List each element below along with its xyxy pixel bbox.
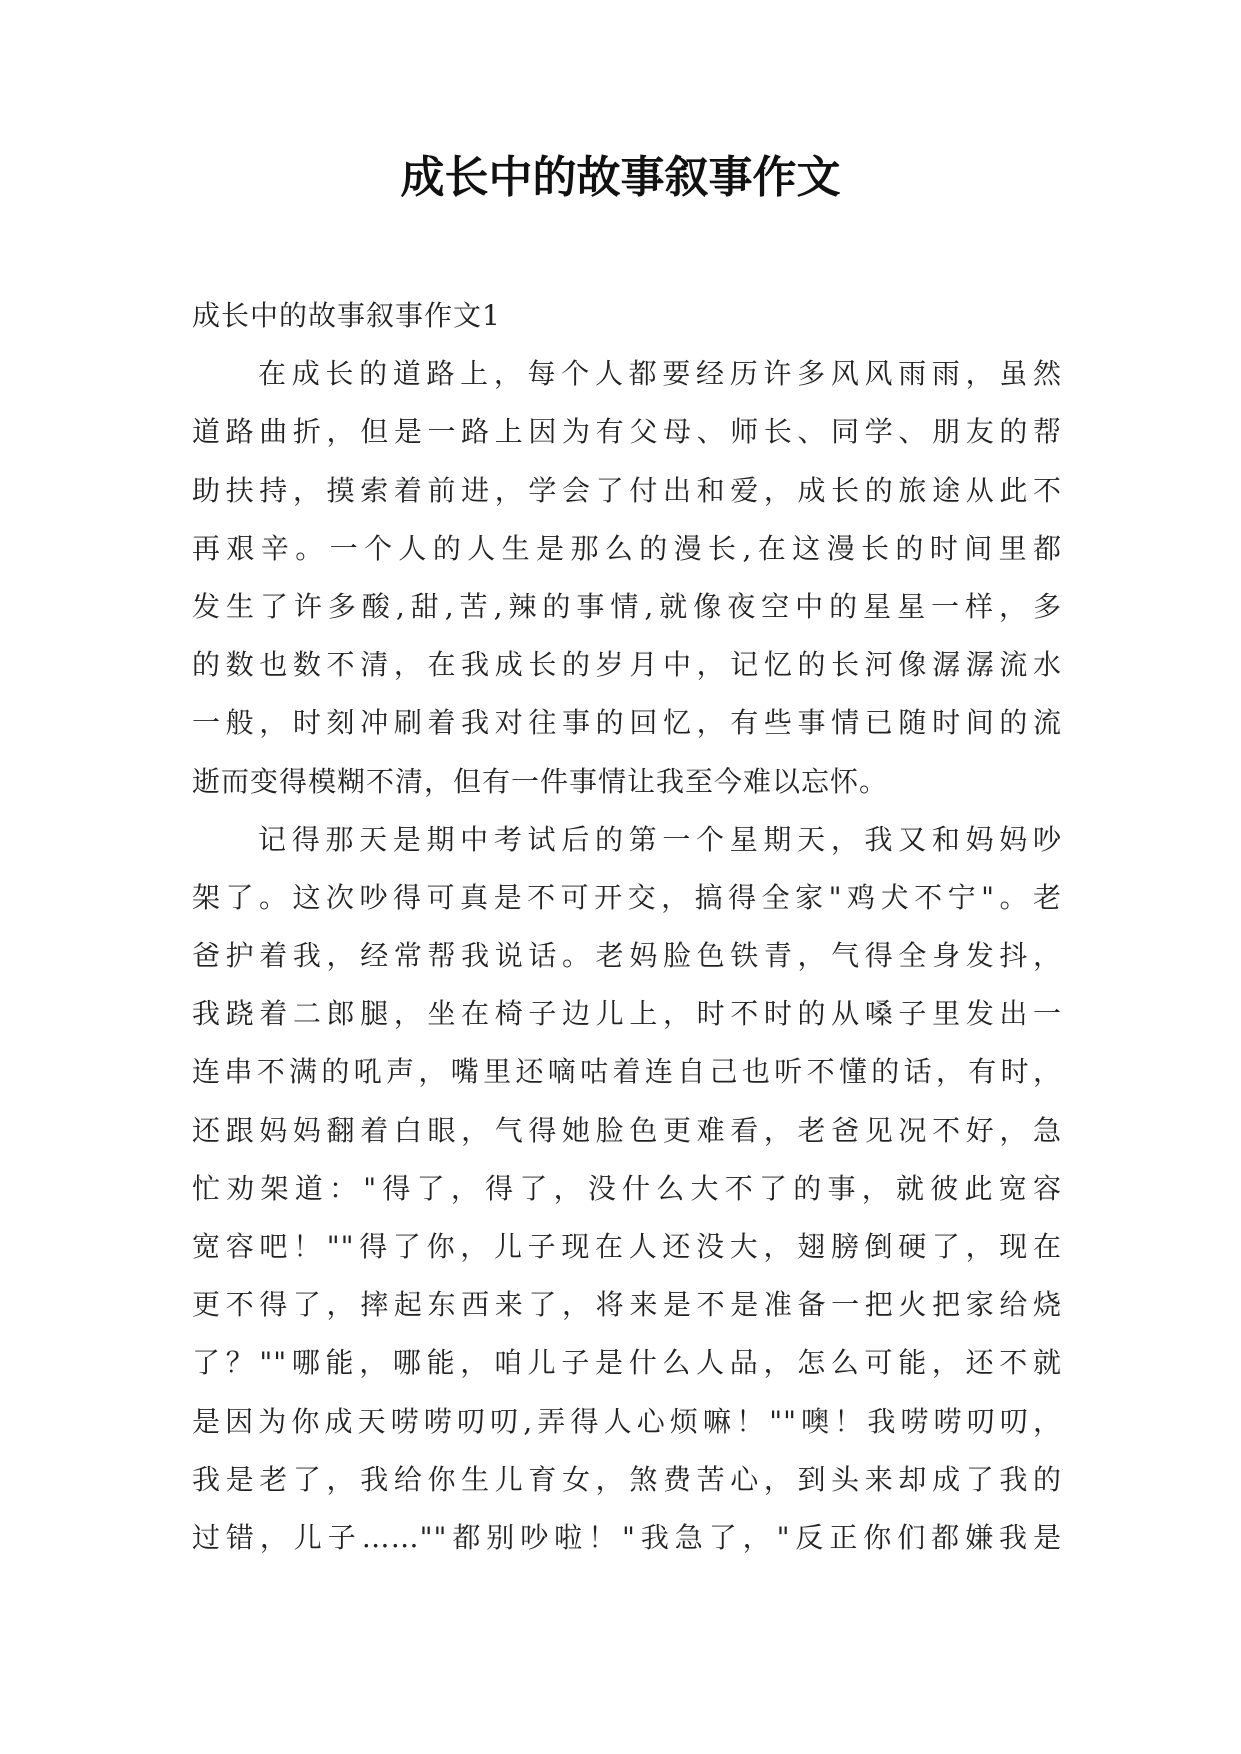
text-line: 记得那天是期中考试后的第一个星期天，我又和妈妈吵	[258, 822, 1062, 856]
text-line: 我是老了，我给你生儿育女，煞费苦心，到头来却成了我的	[192, 1462, 1062, 1496]
text-line: 是因为你成天唠唠叨叨,弄得人心烦嘛！""噢！我唠唠叨叨，	[192, 1404, 1062, 1438]
section-heading: 成长中的故事叙事作文1	[192, 299, 501, 332]
text-line: 道路曲折，但是一路上因为有父母、师长、同学、朋友的帮	[192, 415, 1062, 449]
text-line: 发生了许多酸,甜,苦,辣的事情,就像夜空中的星星一样，多	[192, 589, 1062, 623]
text-line: 再艰辛。一个人的人生是那么的漫长,在这漫长的时间里都	[192, 531, 1062, 565]
text-line: 宽容吧！""得了你，儿子现在人还没大，翅膀倒硬了，现在	[192, 1230, 1062, 1263]
text-line: 更不得了，摔起东西来了，将来是不是准备一把火把家给烧	[192, 1288, 1062, 1322]
text-line: 一般，时刻冲刷着我对往事的回忆，有些事情已随时间的流	[192, 706, 1062, 740]
text-line: 过错，儿子……""都别吵啦！"我急了，"反正你们都嫌我是	[192, 1520, 1062, 1554]
text-line: 的数也数不清，在我成长的岁月中，记忆的长河像潺潺流水	[192, 648, 1062, 682]
text-line: 还跟妈妈翻着白眼，气得她脸色更难看，老爸见况不好，急	[192, 1113, 1062, 1147]
text-line: 逝而变得模糊不清，但有一件事情让我至今难以忘怀。	[192, 764, 889, 798]
text-line: 忙劝架道："得了，得了，没什么大不了的事，就彼此宽容	[192, 1171, 1062, 1205]
text-line: 架了。这次吵得可真是不可开交，搞得全家"鸡犬不宁"。老	[192, 880, 1062, 914]
text-line: 连串不满的吼声，嘴里还嘀咕着连自己也听不懂的话，有时，	[192, 1055, 1062, 1089]
text-line: 在成长的道路上，每个人都要经历许多风风雨雨，虽然	[258, 357, 1062, 391]
text-line: 助扶持，摸索着前进，学会了付出和爱，成长的旅途从此不	[192, 473, 1062, 507]
text-line: 我跷着二郎腿，坐在椅子边儿上，时不时的从嗓子里发出一	[192, 997, 1062, 1031]
document-body	[192, 287, 1062, 1567]
text-line: 爸护着我，经常帮我说话。老妈脸色铁青，气得全身发抖，	[192, 939, 1062, 973]
document-title: 成长中的故事叙事作文	[400, 152, 841, 203]
text-line: 了？""哪能，哪能，咱儿子是什么人品，怎么可能，还不就	[192, 1346, 1062, 1380]
